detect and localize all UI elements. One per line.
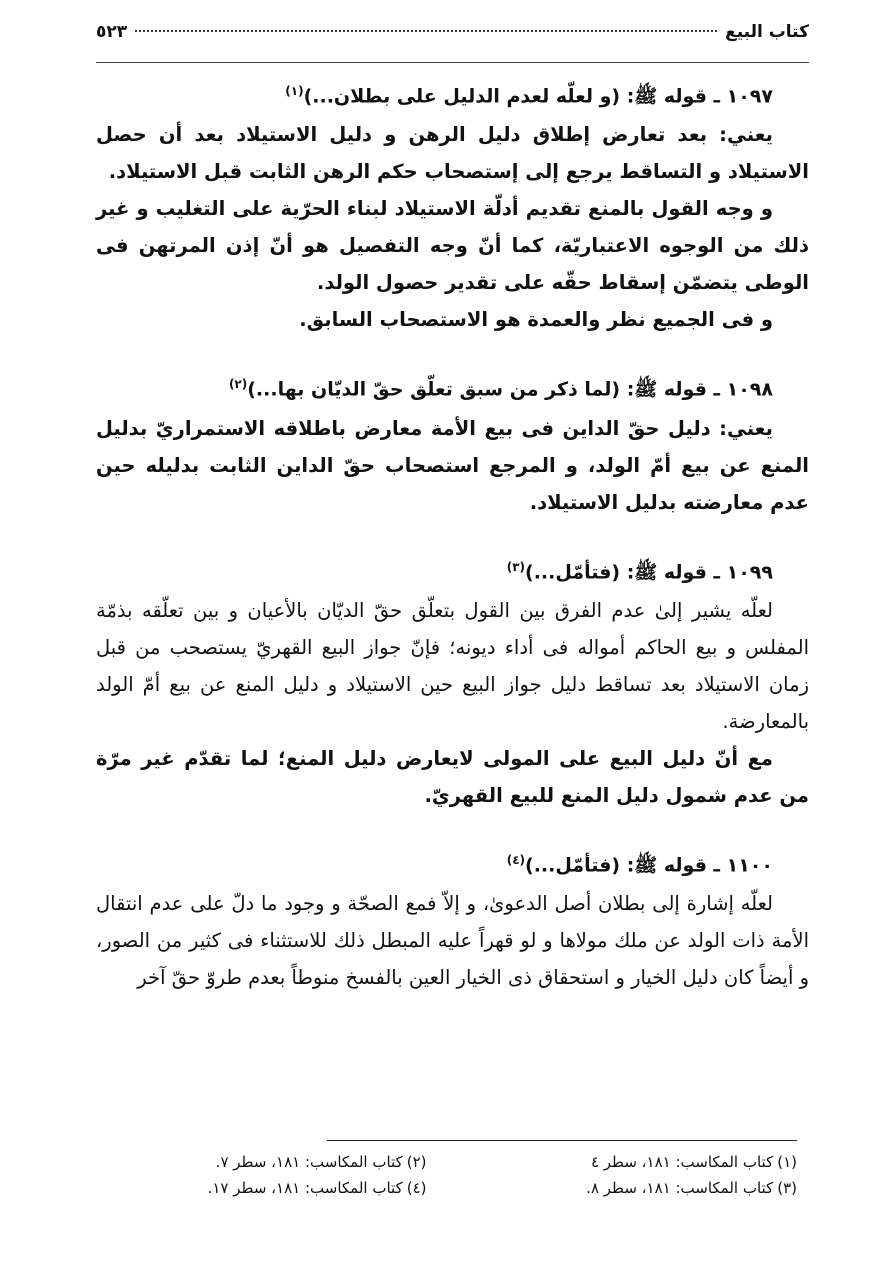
footnote-item: (٢)كتاب المكاسب: ١٨١، سطر ٧. <box>215 1153 427 1171</box>
footnote-item: (٣)كتاب المكاسب: ١٨١، سطر ٨. <box>586 1179 797 1197</box>
footnote-item: (٤)كتاب المكاسب: ١٨١، سطر ١٧. <box>207 1179 427 1197</box>
paragraph: و وجه القول بالمنع تقديم أدلّة الاستيلاد لبناء الحرّية على التغليب و غير ذلك من الوجوه الاعتباريّة، كما أنّ وجه التفصيل هو أنّ إذن المرتهن فى الوطى يتضمّن إسقاط حقّه على تقدير حصول الولد. <box>96 197 809 295</box>
entry-heading: ١١٠٠ ـ قوله ﷺ: (فتأمّل...)$^{(٤)}$ <box>506 852 773 877</box>
page-number: ٥٢٣ <box>96 22 128 42</box>
footnote-item: (١)كتاب المكاسب: ١٨١، سطر ٤ <box>590 1153 797 1171</box>
paragraph: يعني: بعد تعارض إطلاق دليل الرهن و دليل الاستيلاد بعد أن حصل الاستيلاد و التساقط يرجع إلى إستصحاب حكم الرهن الثابت قبل الاستيلاد. <box>96 123 809 184</box>
entry-heading: ١٠٩٧ ـ قوله ﷺ: (و لعلّه لعدم الدليل على بطلان...)$^{(١)}$ <box>285 84 773 108</box>
entry-1099 <box>96 547 809 814</box>
running-header <box>96 22 809 63</box>
leader-dots <box>135 30 717 32</box>
footnote-ref[interactable]: (٤) <box>506 852 526 867</box>
footnotes <box>96 1140 797 1199</box>
paragraph: مع أنّ دليل البيع على المولى لايعارض دليل المنع؛ لما تقدّم غير مرّة من عدم شمول دليل المنع للبيع القهريّ. <box>96 746 809 807</box>
paragraph: لعلّه إشارة إلى بطلان أصل الدعوىٰ، و إلاّ فمع الصحّة و وجود ما دلّ على عدم انتقال الأمة ذات الولد عن ملك مولاها و لو قهراً عليه المبطل ذلك للاستثناء فى كثير من الصور، و أيضاً كان دليل الخيار و استحقاق ذى الخيار العين بالفسخ منوطاً بعدم طروّ حقّ آخر <box>96 892 809 990</box>
entry-1098 <box>96 364 809 520</box>
entry-1100 <box>96 840 809 996</box>
footnote-ref[interactable]: (٢) <box>228 377 248 392</box>
footnote-rule <box>327 1140 797 1141</box>
entry-heading: ١٠٩٩ ـ قوله ﷺ: (فتأمّل...)$^{(٣)}$ <box>506 559 773 583</box>
paragraph: لعلّه يشير إلىٰ عدم الفرق بين القول بتعلّق حقّ الديّان بالأعيان و بين تعلّقه بذمّة المفلس و بيع الحاكم أمواله فى أداء ديونه؛ فإنّ جواز البيع القهريّ يستصحب من قبل زمان الاستيلاد بعد تساقط دليل جواز البيع حين الاستيلاد و دليل المنع عن بيع أمّ الولد بالمعارضة. <box>96 598 809 733</box>
entry-heading: ١٠٩٨ ـ قوله ﷺ: (لما ذكر من سبق تعلّق حقّ الديّان بها...)$^{(٢)}$ <box>228 377 773 401</box>
entry-1097 <box>96 71 809 338</box>
book-title: كتاب البيع <box>725 22 809 42</box>
paragraph: و فى الجميع نظر والعمدة هو الاستصحاب السابق. <box>299 308 773 332</box>
paragraph: يعني: دليل حقّ الداين فى بيع الأمة معارض باطلاقه الاستمراريّ بدليل المنع عن بيع أمّ الولد، و المرجع استصحاب حقّ الداين الثابت بدليله حين عدم معارضته بدليل الاستيلاد. <box>96 416 809 514</box>
footnote-ref[interactable]: (٣) <box>506 559 526 574</box>
footnote-ref[interactable]: (١) <box>285 84 304 98</box>
